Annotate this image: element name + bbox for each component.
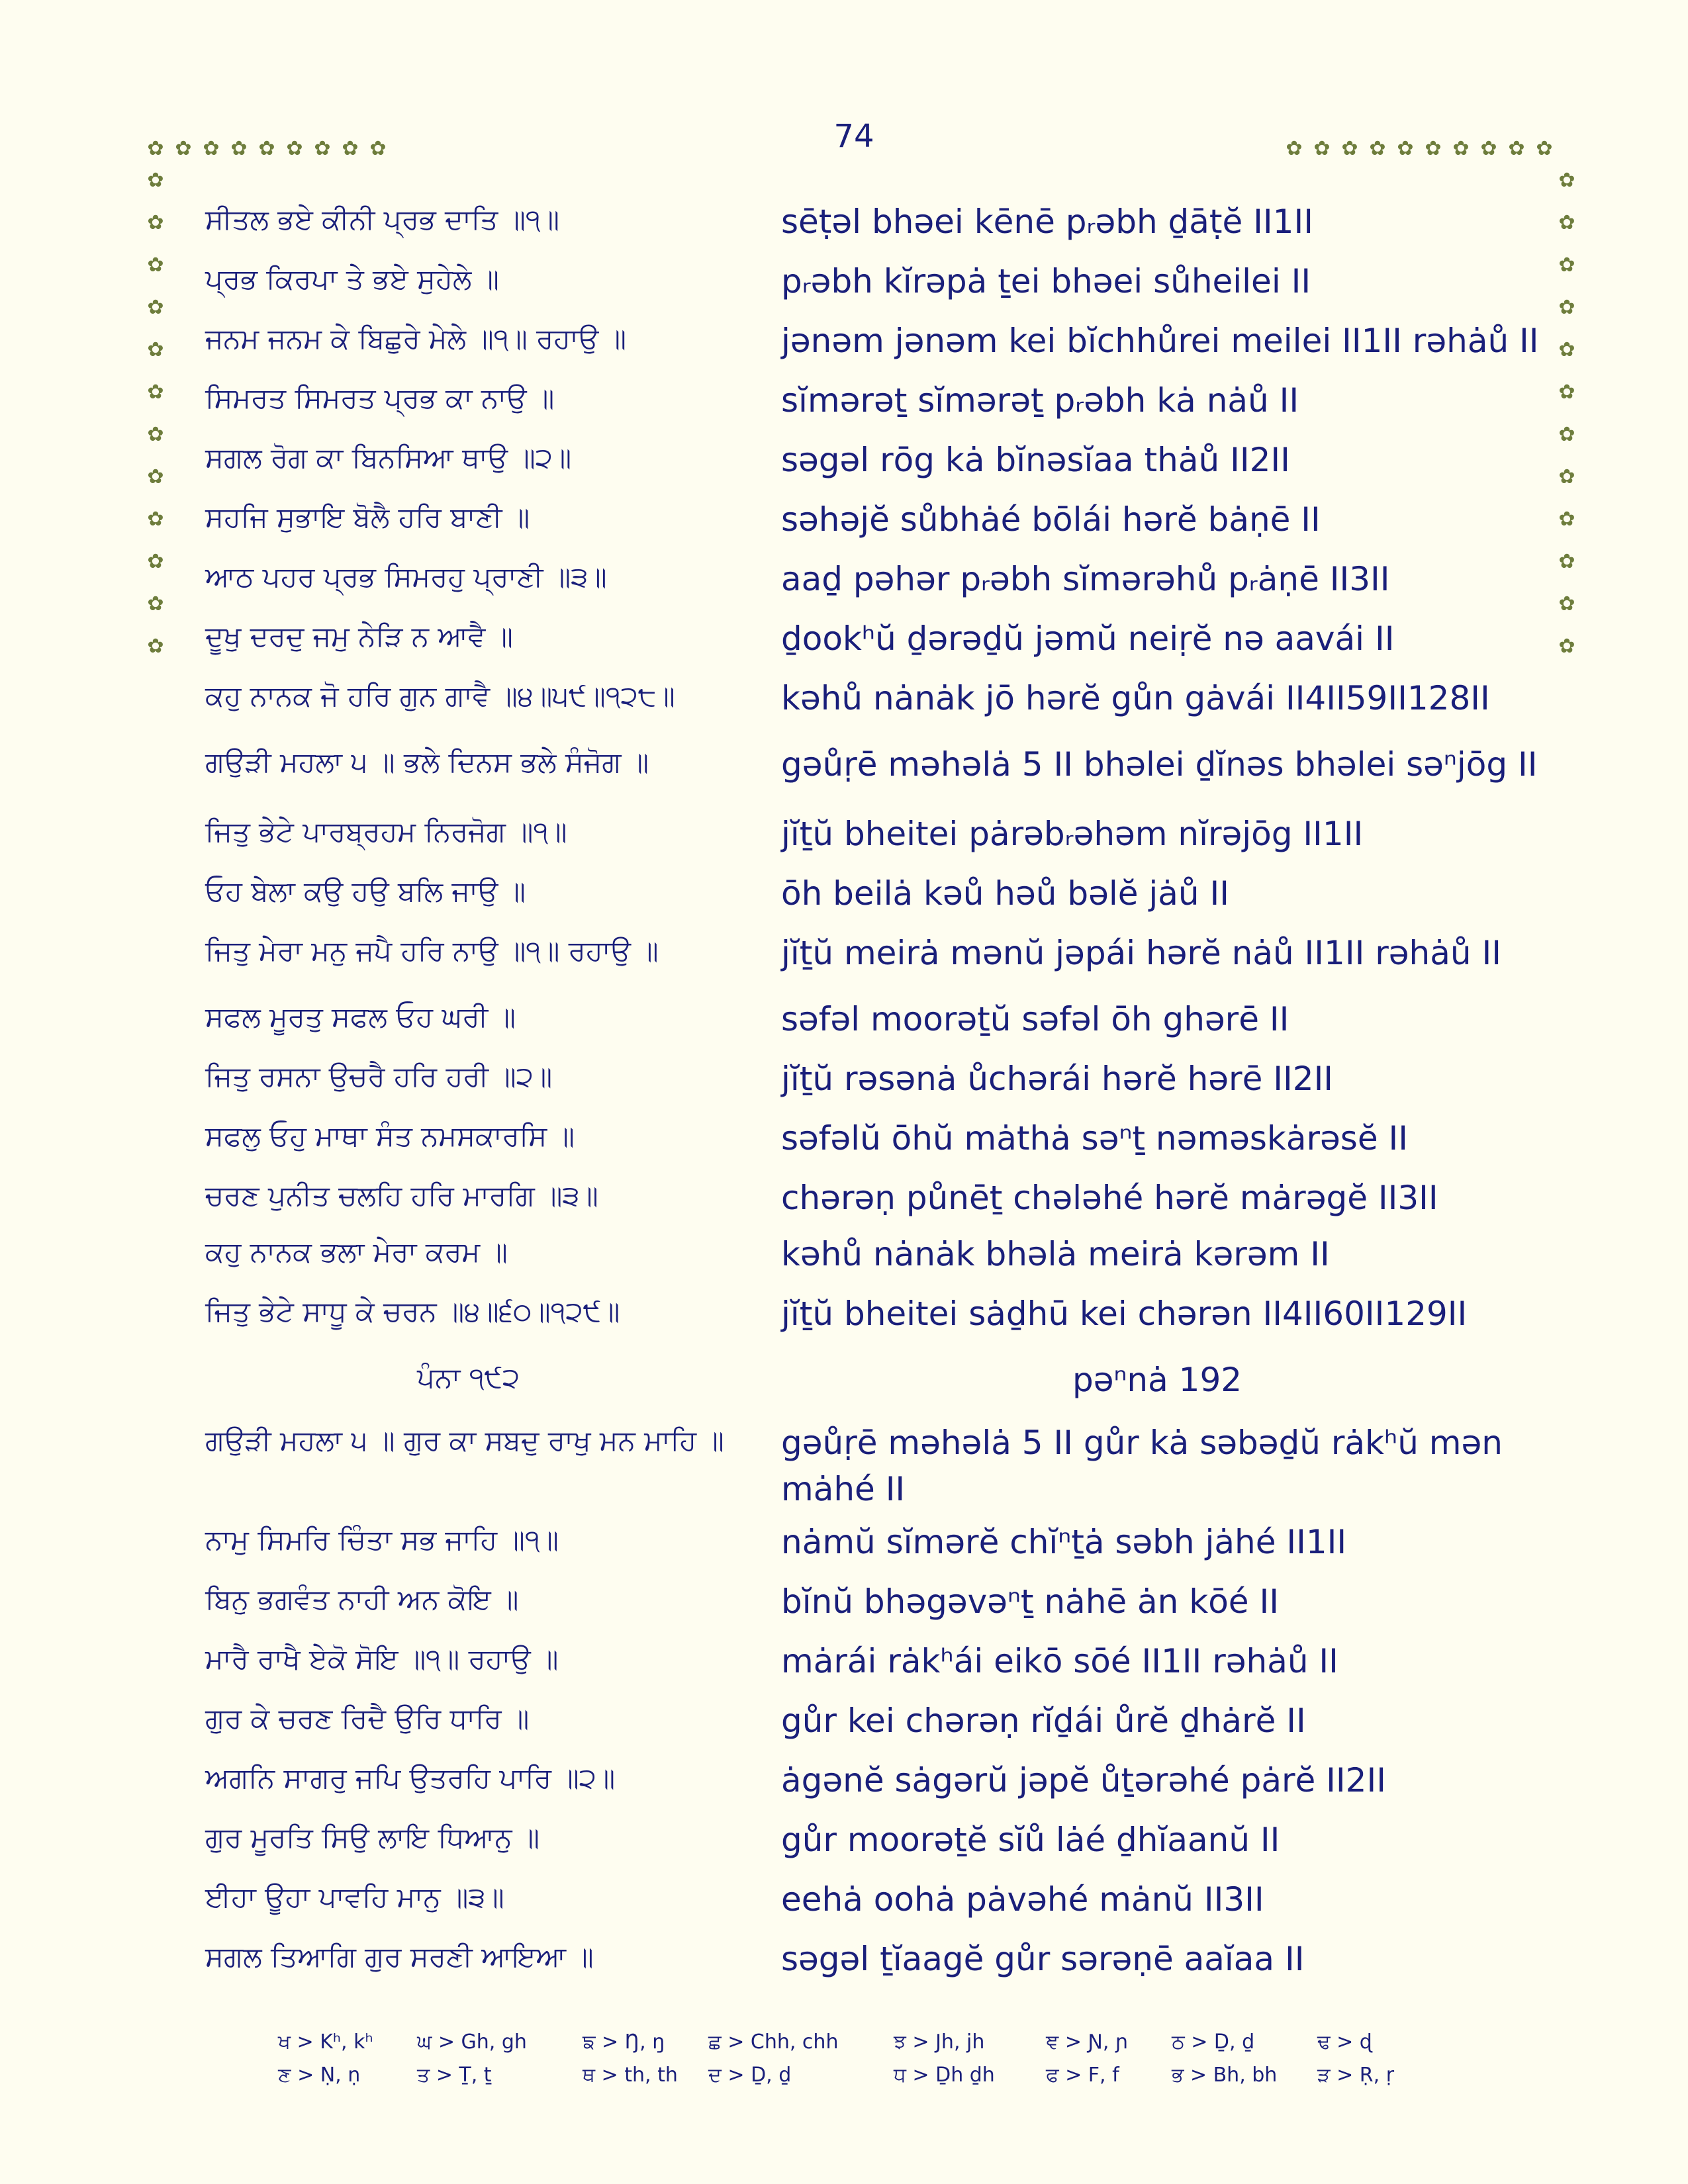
transliteration-line: səhəjĕ sůbhȧé bōlái hərĕ bȧṇē II xyxy=(781,500,1321,539)
gurmukhi-line: ਸਗਲ ਤਿਆਗਿ ਗੁਰ ਸਰਣੀ ਆਇਆ ॥ xyxy=(205,1940,594,1973)
flower-ornament-icon: ✿ xyxy=(1558,508,1575,531)
flower-ornament-icon: ✿ xyxy=(1558,253,1575,277)
flower-ornament-icon: ✿ xyxy=(1558,211,1575,234)
gurmukhi-line: ਜਿਤੁ ਭੇਟੇ ਸਾਧੂ ਕੇ ਚਰਨ ॥੪॥੬੦॥੧੨੯॥ xyxy=(205,1295,620,1328)
gurmukhi-line: ਗੁਰ ਕੇ ਚਰਣ ਰਿਦੈ ਉਰਿ ਧਾਰਿ ॥ xyxy=(205,1702,530,1735)
flower-ornament-icon: ✿ xyxy=(1425,137,1442,160)
transliteration-line: jĭṯŭ bheitei pȧrəbᵣəhəm nĭrəjōg II1II xyxy=(781,815,1364,853)
transliteration-line: sēṭəl bhəei kēnē pᵣəbh ḏāṭĕ II1II xyxy=(781,203,1313,241)
flower-ornament-icon: ✿ xyxy=(1558,550,1575,573)
gurmukhi-line: ਪ੍ਰਭ ਕਿਰਪਾ ਤੇ ਭਏ ਸੁਹੇਲੇ ॥ xyxy=(205,263,499,295)
flower-ornament-icon: ✿ xyxy=(1341,137,1358,160)
gurmukhi-line: ਜਿਤੁ ਮੇਰਾ ਮਨੁ ਜਪੈ ਹਰਿ ਨਾਉ ॥੧॥ ਰਹਾਉ ॥ xyxy=(205,934,659,967)
flower-ornament-icon: ✿ xyxy=(147,550,164,573)
flower-ornament-icon: ✿ xyxy=(147,508,164,531)
flower-ornament-icon: ✿ xyxy=(147,296,164,319)
flower-ornament-icon: ✿ xyxy=(147,137,164,160)
gurmukhi-line: ਮਾਰੈ ਰਾਖੈ ਏਕੋ ਸੋਇ ॥੧॥ ਰਹਾਉ ॥ xyxy=(205,1643,559,1675)
transliteration-line: bĭnŭ bhəgəvəⁿṯ nȧhē ȧn kōé II xyxy=(781,1582,1279,1621)
transliteration-line: kəhů nȧnȧk bhəlȧ meirȧ kərəm II xyxy=(781,1235,1330,1273)
gurmukhi-line: ਬਿਨੁ ਭਗਵੰਤ ਨਾਹੀ ਅਨ ਕੋਇ ॥ xyxy=(205,1583,519,1615)
gurmukhi-line: ਸੀਤਲ ਭਏ ਕੀਨੀ ਪ੍ਰਭ ਦਾਤਿ ॥੧॥ xyxy=(205,203,560,236)
flower-ornament-icon: ✿ xyxy=(342,137,359,160)
gurmukhi-line: ਗਉੜੀ ਮਹਲਾ ੫ ॥ ਗੁਰ ਕਾ ਸਬਦੁ ਰਾਖੁ ਮਨ ਮਾਹਿ ॥ xyxy=(205,1424,724,1457)
legend-item: ਝ > Jh, jh xyxy=(894,2030,985,2054)
transliteration-line: pᵣəbh kĭrəpȧ ṯei bhəei sůheilei II xyxy=(781,262,1311,300)
legend-item: ਣ > Ṇ, ṇ xyxy=(278,2064,361,2087)
page-number: 74 xyxy=(833,118,874,155)
legend-item: ਢ > ɖ xyxy=(1317,2030,1372,2054)
page-marker-transliteration: pəⁿnȧ 192 xyxy=(1072,1361,1243,1399)
flower-ornament-icon: ✿ xyxy=(1558,169,1575,192)
transliteration-line: ḏookʰŭ ḏərəḏŭ jəmŭ neiṛĕ nə aavái II xyxy=(781,619,1395,658)
legend-line xyxy=(278,2030,1470,2064)
flower-ornament-icon: ✿ xyxy=(1369,137,1386,160)
transliteration-line: eehȧ oohȧ pȧvəhé mȧnŭ II3II xyxy=(781,1880,1264,1919)
flower-ornament-icon: ✿ xyxy=(147,338,164,361)
transliteration-line: səfəlŭ ōhŭ mȧthȧ səⁿṯ nəməskȧrəsĕ II xyxy=(781,1119,1408,1158)
flower-ornament-icon: ✿ xyxy=(1536,137,1553,160)
page-marker-gurmukhi: ਪੰਨਾ ੧੯੨ xyxy=(417,1361,520,1394)
gurmukhi-line: ਸਫਲੁ ਓਹੁ ਮਾਥਾ ਸੰਤ ਨਮਸਕਾਰਸਿ ॥ xyxy=(205,1120,575,1152)
gurmukhi-line: ਜਨਮ ਜਨਮ ਕੇ ਬਿਛੁਰੇ ਮੇਲੇ ॥੧॥ ਰਹਾਉ ॥ xyxy=(205,322,627,355)
gurmukhi-line: ਸਫਲ ਮੂਰਤੁ ਸਫਲ ਓਹ ਘਰੀ ॥ xyxy=(205,1001,516,1033)
transliteration-line: jənəm jənəm kei bĭchhůrei meilei II1II rəhȧů II xyxy=(781,322,1539,360)
flower-ornament-icon: ✿ xyxy=(369,137,387,160)
flower-ornament-icon: ✿ xyxy=(147,169,164,192)
flower-ornament-icon: ✿ xyxy=(147,592,164,615)
flower-ornament-icon: ✿ xyxy=(1313,137,1331,160)
gurmukhi-line: ਜਿਤੁ ਭੇਟੇ ਪਾਰਬ੍ਰਹਮ ਨਿਰਜੋਗ ॥੧॥ xyxy=(205,815,567,848)
flower-ornament-icon: ✿ xyxy=(314,137,331,160)
transliteration-line: chərəṇ půnēṯ chələhé hərĕ mȧrəgĕ II3II xyxy=(781,1179,1438,1217)
flower-ornament-icon: ✿ xyxy=(147,465,164,488)
flower-ornament-icon: ✿ xyxy=(1452,137,1470,160)
flower-ornament-icon: ✿ xyxy=(1558,635,1575,658)
flower-ornament-icon: ✿ xyxy=(1558,338,1575,361)
legend-item: ਖ > Kʰ, kʰ xyxy=(278,2030,373,2054)
legend-line xyxy=(278,2064,1470,2097)
flower-ornament-icon: ✿ xyxy=(1558,465,1575,488)
flower-ornament-icon: ✿ xyxy=(147,381,164,404)
gurmukhi-line: ਸਗਲ ਰੋਗ ਕਾ ਬਿਨਸਿਆ ਥਾਉ ॥੨॥ xyxy=(205,441,572,474)
transliteration-line: nȧmŭ sĭmərĕ chĭⁿṯȧ səbh jȧhé II1II xyxy=(781,1523,1347,1561)
flower-ornament-icon: ✿ xyxy=(1558,592,1575,615)
transliteration-line: səgəl ṯĭaagĕ gůr sərəṇē aaĭaa II xyxy=(781,1940,1305,1978)
gurmukhi-line: ਓਹ ਬੇਲਾ ਕਉ ਹਉ ਬਲਿ ਜਾਉ ॥ xyxy=(205,875,526,907)
transliteration-line: gəůṛē məhəlȧ 5 II gůr kȧ səbəḏŭ rȧkʰŭ mən mȧhé II xyxy=(781,1424,1503,1508)
transliteration-legend xyxy=(278,2030,1470,2097)
transliteration-line: səfəl moorəṯŭ səfəl ōh ghərē II xyxy=(781,1000,1289,1038)
flower-ornament-icon: ✿ xyxy=(147,635,164,658)
flower-ornament-icon: ✿ xyxy=(1558,423,1575,446)
flower-ornament-icon: ✿ xyxy=(1397,137,1414,160)
transliteration-line: jĭṯŭ meirȧ mənŭ jəpái hərĕ nȧů II1II rəhȧů II xyxy=(781,934,1501,972)
legend-item: ਫ > F, f xyxy=(1046,2064,1119,2087)
flower-ornament-icon: ✿ xyxy=(258,137,275,160)
legend-item: ਘ > Gh, gh xyxy=(417,2030,527,2054)
flower-ornament-icon: ✿ xyxy=(1558,296,1575,319)
gurmukhi-line: ਈਹਾ ਊਹਾ ਪਾਵਹਿ ਮਾਨੁ ॥੩॥ xyxy=(205,1881,504,1913)
flower-ornament-icon: ✿ xyxy=(147,253,164,277)
legend-item: ਦ > Ḏ, ḏ xyxy=(708,2064,792,2087)
flower-ornament-icon: ✿ xyxy=(1508,137,1525,160)
transliteration-line: gůr moorəṯĕ sĭů lȧé ḏhĭaanŭ II xyxy=(781,1821,1280,1859)
transliteration-line: jĭṯŭ bheitei sȧḏhū kei chərən II4II60II129II xyxy=(781,1295,1468,1333)
gurmukhi-line: ਗਉੜੀ ਮਹਲਾ ੫ ॥ ਭਲੇ ਦਿਨਸ ਭਲੇ ਸੰਜੋਗ ॥ xyxy=(205,746,649,778)
flower-ornament-icon: ✿ xyxy=(230,137,248,160)
gurmukhi-line: ਦੂਖੁ ਦਰਦੁ ਜਮੁ ਨੇੜਿ ਨ ਆਵੈ ॥ xyxy=(205,620,513,653)
gurmukhi-line: ਸਹਜਿ ਸੁਭਾਇ ਬੋਲੈ ਹਰਿ ਬਾਣੀ ॥ xyxy=(205,501,530,533)
flower-ornament-icon: ✿ xyxy=(286,137,303,160)
flower-ornament-icon: ✿ xyxy=(147,211,164,234)
gurmukhi-line: ਆਠ ਪਹਰ ਪ੍ਰਭ ਸਿਮਰਹੁ ਪ੍ਰਾਣੀ ॥੩॥ xyxy=(205,561,607,593)
flower-ornament-icon: ✿ xyxy=(175,137,192,160)
transliteration-line: ȧgənĕ sȧgərŭ jəpĕ ůṯərəhé pȧrĕ II2II xyxy=(781,1761,1386,1799)
legend-item: ਭ > Bh, bh xyxy=(1172,2064,1278,2087)
gurmukhi-line: ਕਹੁ ਨਾਨਕ ਜੋ ਹਰਿ ਗੁਨ ਗਾਵੈ ॥੪॥੫੯॥੧੨੮॥ xyxy=(205,680,675,712)
legend-item: ਤ > Ṯ, ṯ xyxy=(417,2064,492,2087)
flower-ornament-icon: ✿ xyxy=(1558,381,1575,404)
transliteration-line: səgəl rōg kȧ bĭnəsĭaa thȧů II2II xyxy=(781,441,1290,479)
gurmukhi-line: ਚਰਣ ਪੁਨੀਤ ਚਲਹਿ ਹਰਿ ਮਾਰਗਿ ॥੩॥ xyxy=(205,1179,598,1212)
legend-item: ਙ > Ŋ, ŋ xyxy=(583,2030,665,2054)
legend-item: ੜ > Ṛ, ṛ xyxy=(1317,2064,1395,2087)
gurmukhi-line: ਸਿਮਰਤ ਸਿਮਰਤ ਪ੍ਰਭ ਕਾ ਨਾਉ ॥ xyxy=(205,382,555,414)
legend-item: ਠ > Ḏ, ḏ xyxy=(1172,2030,1255,2054)
legend-item: ਛ > Chh, chh xyxy=(708,2030,839,2054)
transliteration-line: gəůṛē məhəlȧ 5 II bhəlei ḏĭnəs bhəlei səⁿjōg II xyxy=(781,745,1538,784)
transliteration-line: sĭmərəṯ sĭmərəṯ pᵣəbh kȧ nȧů II xyxy=(781,381,1299,420)
gurmukhi-line: ਜਿਤੁ ਰਸਨਾ ਉਚਰੈ ਹਰਿ ਹਰੀ ॥੨॥ xyxy=(205,1060,553,1093)
flower-ornament-icon: ✿ xyxy=(147,423,164,446)
transliteration-line: mȧrái rȧkʰái eikō sōé II1II rəhȧů II xyxy=(781,1642,1338,1680)
gurmukhi-line: ਨਾਮੁ ਸਿਮਰਿ ਚਿੰਤਾ ਸਭ ਜਾਹਿ ॥੧॥ xyxy=(205,1524,559,1556)
transliteration-line: ōh beilȧ kəů həů bəlĕ jȧů II xyxy=(781,874,1229,913)
transliteration-line: kəhů nȧnȧk jō hərĕ gůn gȧvái II4II59II128II xyxy=(781,679,1490,717)
transliteration-line: aaḏ pəhər pᵣəbh sĭmərəhů pᵣȧṇē II3II xyxy=(781,560,1390,598)
transliteration-line: gůr kei chərəṇ rĭḏái ůrĕ ḏhȧrĕ II xyxy=(781,1702,1306,1740)
flower-ornament-icon: ✿ xyxy=(1286,137,1303,160)
transliteration-line: jĭṯŭ rəsənȧ ůchərái hərĕ hərē II2II xyxy=(781,1060,1334,1098)
legend-item: ਥ > th, th xyxy=(583,2064,678,2087)
gurmukhi-line: ਅਗਨਿ ਸਾਗਰੁ ਜਪਿ ਉਤਰਹਿ ਪਾਰਿ ॥੨॥ xyxy=(205,1762,616,1794)
gurmukhi-line: ਗੁਰ ਮੂਰਤਿ ਸਿਉ ਲਾਇ ਧਿਆਨੁ ॥ xyxy=(205,1821,540,1854)
flower-ornament-icon: ✿ xyxy=(1480,137,1497,160)
flower-ornament-icon: ✿ xyxy=(203,137,220,160)
legend-item: ਞ > Ɲ, ɲ xyxy=(1046,2030,1129,2054)
gurmukhi-line: ਕਹੁ ਨਾਨਕ ਭਲਾ ਮੇਰਾ ਕਰਮ ॥ xyxy=(205,1236,508,1268)
legend-item: ਧ > Ḏh ḏh xyxy=(894,2064,995,2087)
